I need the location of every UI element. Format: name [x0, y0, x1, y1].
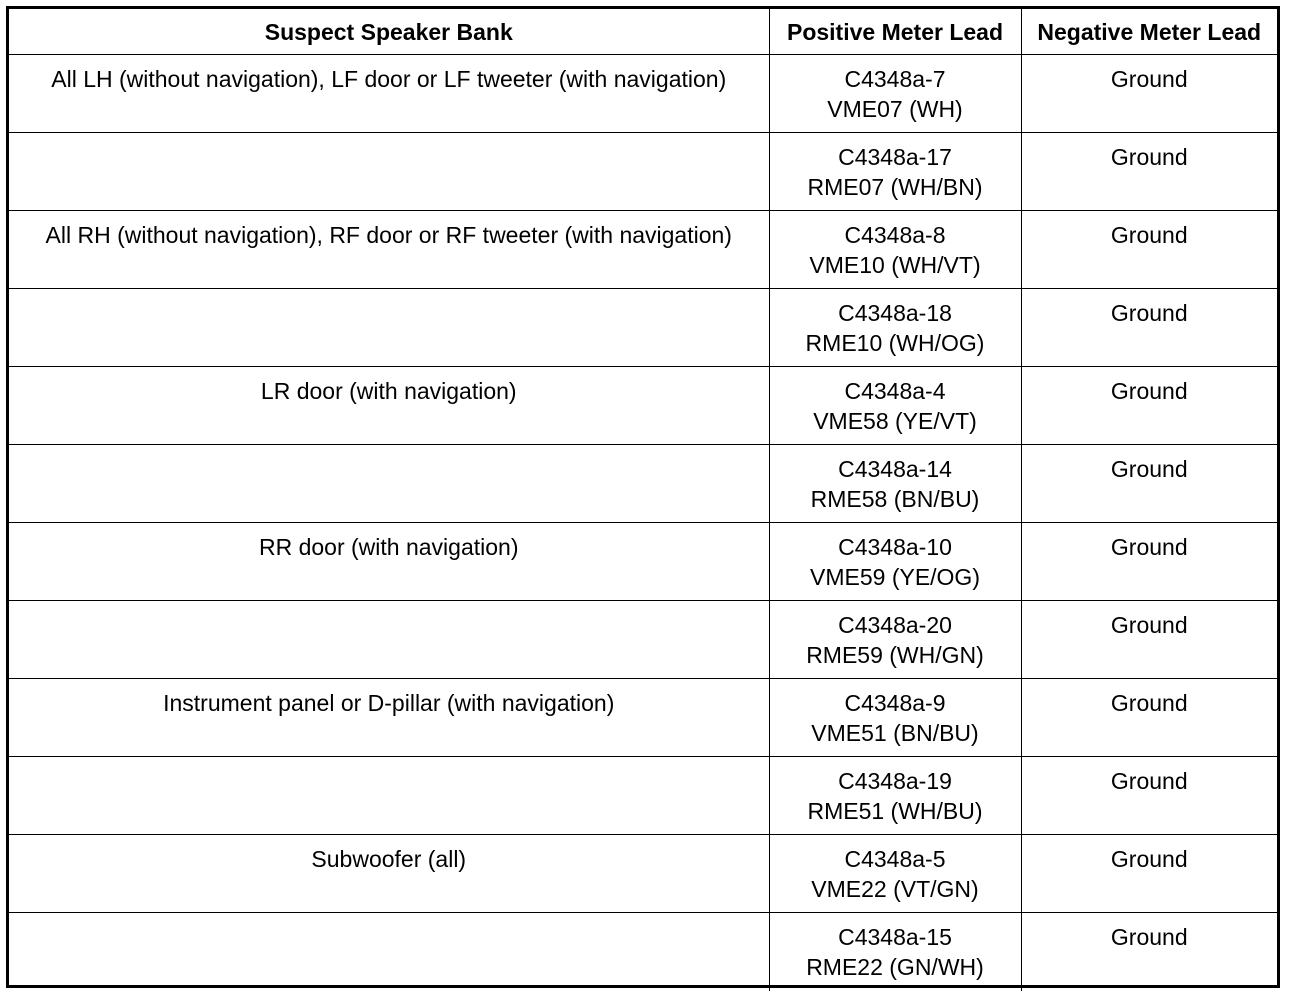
positive-lead-cell [769, 289, 1021, 367]
positive-lead-cell [769, 601, 1021, 679]
speaker-bank-cell: RR door (with navigation) [9, 523, 769, 601]
table-row [9, 133, 1277, 211]
header-positive-meter-lead: Positive Meter Lead [769, 9, 1021, 55]
connector-pin: C4348a-8 [844, 222, 946, 248]
positive-lead-cell [769, 523, 1021, 601]
speaker-bank-cell: Instrument panel or D-pillar (with navigation) [9, 679, 769, 757]
speaker-bank-cell [9, 913, 769, 991]
table-row [9, 289, 1277, 367]
negative-lead-cell: Ground [1021, 289, 1277, 367]
negative-lead-cell: Ground [1021, 445, 1277, 523]
negative-lead-cell: Ground [1021, 601, 1277, 679]
speaker-bank-cell [9, 757, 769, 835]
positive-lead-cell [769, 445, 1021, 523]
connector-pin: C4348a-10 [838, 534, 952, 560]
negative-lead-cell: Ground [1021, 523, 1277, 601]
positive-lead-cell [769, 133, 1021, 211]
positive-lead-cell [769, 211, 1021, 289]
negative-lead-cell: Ground [1021, 913, 1277, 991]
positive-lead-cell [769, 55, 1021, 133]
circuit-wire: VME51 (BN/BU) [811, 720, 979, 746]
speaker-circuit-table-frame [6, 6, 1280, 988]
connector-pin: C4348a-15 [838, 924, 952, 950]
positive-lead-cell [769, 835, 1021, 913]
positive-lead-cell [769, 679, 1021, 757]
speaker-bank-cell [9, 133, 769, 211]
table-row [9, 601, 1277, 679]
negative-lead-cell: Ground [1021, 835, 1277, 913]
circuit-wire: VME59 (YE/OG) [810, 564, 980, 590]
table-row [9, 757, 1277, 835]
table-row [9, 913, 1277, 991]
table-row [9, 835, 1277, 913]
circuit-wire: RME59 (WH/GN) [806, 642, 984, 668]
circuit-wire: RME58 (BN/BU) [810, 486, 980, 512]
speaker-bank-cell: LR door (with navigation) [9, 367, 769, 445]
connector-pin: C4348a-4 [844, 378, 946, 404]
table-row [9, 679, 1277, 757]
positive-lead-cell [769, 367, 1021, 445]
circuit-wire: RME51 (WH/BU) [807, 798, 983, 824]
negative-lead-cell: Ground [1021, 757, 1277, 835]
connector-pin: C4348a-7 [844, 66, 946, 92]
circuit-wire: RME07 (WH/BN) [807, 174, 983, 200]
negative-lead-cell: Ground [1021, 133, 1277, 211]
circuit-wire: VME07 (WH) [827, 96, 963, 122]
table-row [9, 211, 1277, 289]
circuit-wire: VME10 (WH/VT) [809, 252, 981, 278]
table-row [9, 445, 1277, 523]
connector-pin: C4348a-20 [838, 612, 952, 638]
connector-pin: C4348a-14 [838, 456, 952, 482]
negative-lead-cell: Ground [1021, 679, 1277, 757]
positive-lead-cell [769, 757, 1021, 835]
circuit-wire: RME22 (GN/WH) [806, 954, 984, 980]
speaker-bank-cell: Subwoofer (all) [9, 835, 769, 913]
connector-pin: C4348a-17 [838, 144, 952, 170]
connector-pin: C4348a-5 [844, 846, 946, 872]
negative-lead-cell: Ground [1021, 367, 1277, 445]
table-header-row [9, 9, 1277, 55]
circuit-wire: VME58 (YE/VT) [813, 408, 977, 434]
speaker-bank-cell: All LH (without navigation), LF door or LF tweeter (with navigation) [9, 55, 769, 133]
circuit-wire: RME10 (WH/OG) [805, 330, 985, 356]
positive-lead-cell [769, 913, 1021, 991]
negative-lead-cell: Ground [1021, 55, 1277, 133]
table-row [9, 367, 1277, 445]
speaker-circuit-table [9, 9, 1277, 991]
table-row [9, 523, 1277, 601]
speaker-bank-cell: All RH (without navigation), RF door or RF tweeter (with navigation) [9, 211, 769, 289]
negative-lead-cell: Ground [1021, 211, 1277, 289]
speaker-bank-cell [9, 601, 769, 679]
header-negative-meter-lead: Negative Meter Lead [1021, 9, 1277, 55]
speaker-bank-cell [9, 289, 769, 367]
circuit-wire: VME22 (VT/GN) [811, 876, 979, 902]
speaker-bank-cell [9, 445, 769, 523]
table-row [9, 55, 1277, 133]
connector-pin: C4348a-9 [844, 690, 946, 716]
header-suspect-speaker-bank: Suspect Speaker Bank [9, 9, 769, 55]
connector-pin: C4348a-19 [838, 768, 952, 794]
connector-pin: C4348a-18 [838, 300, 952, 326]
